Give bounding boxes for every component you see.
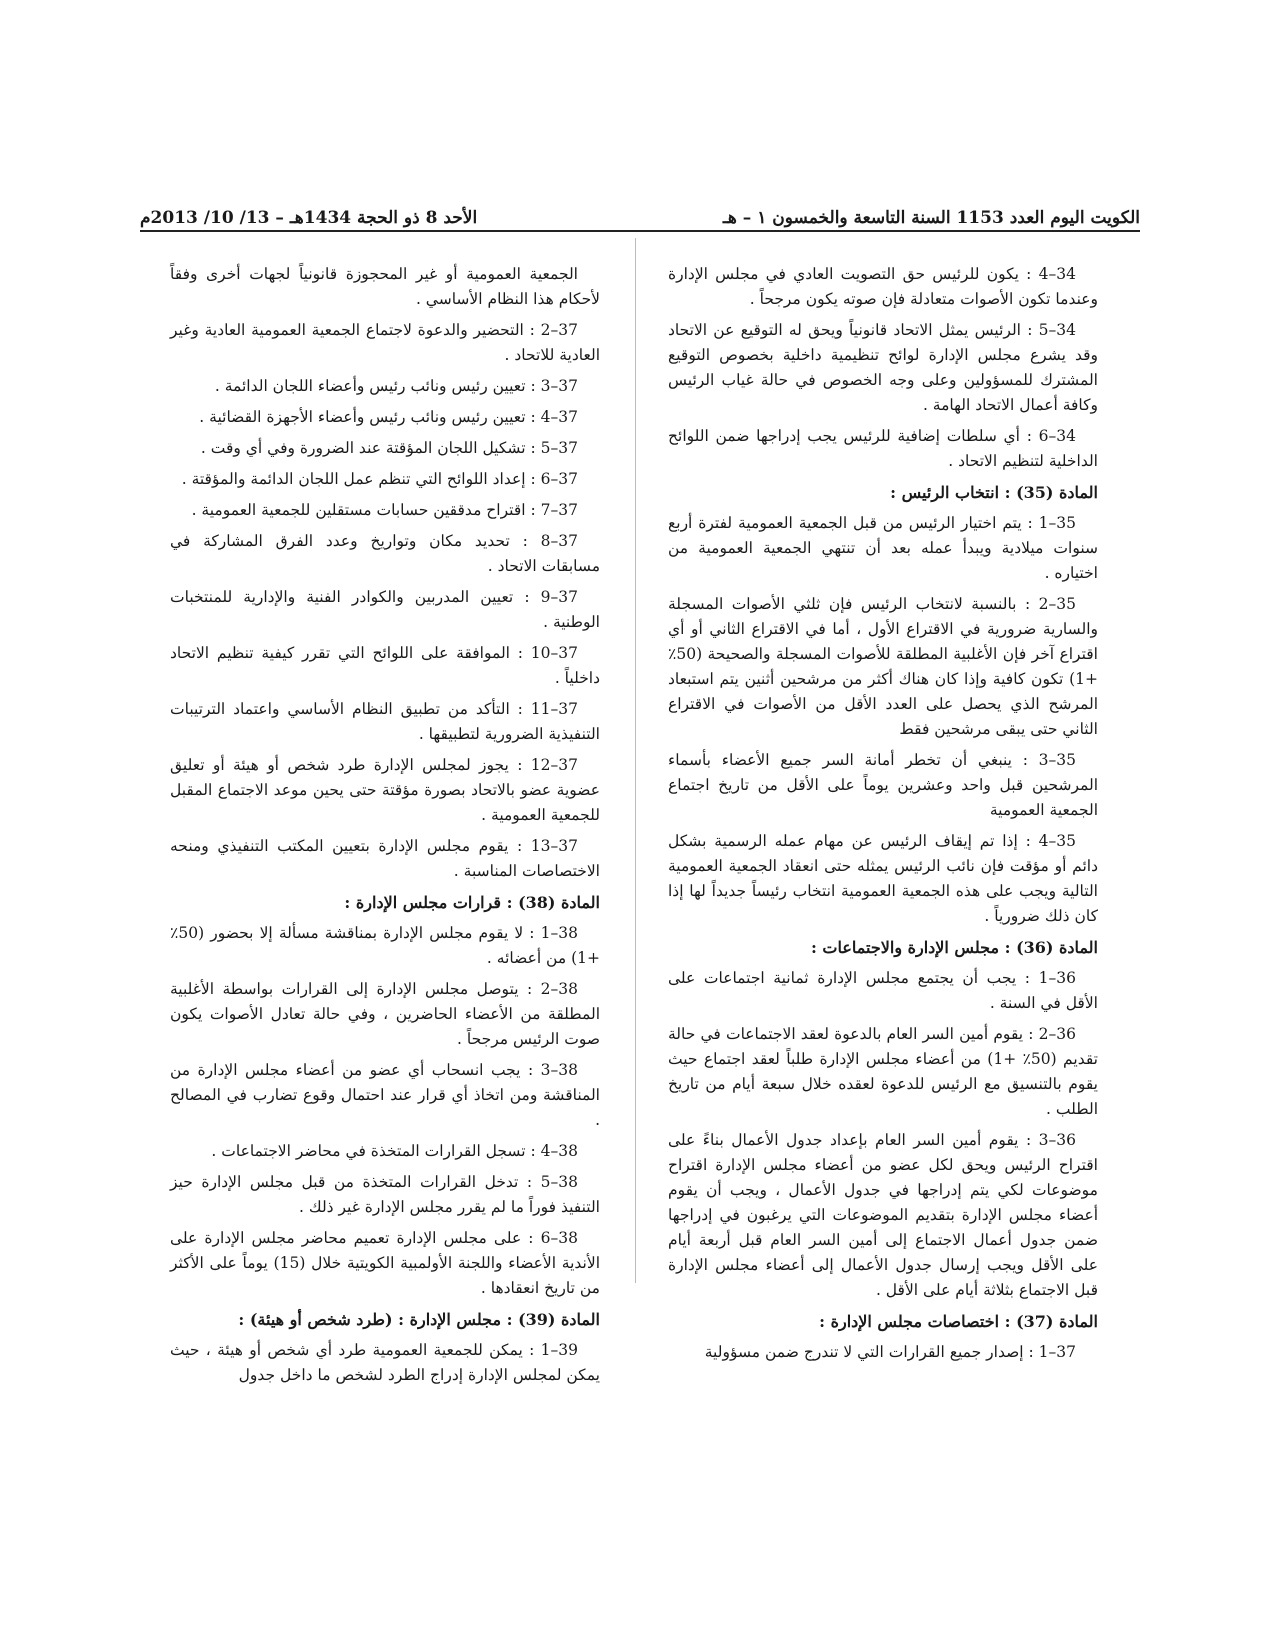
article-heading: المادة (35) : انتخاب الرئيس : [890,483,1098,502]
clause-paragraph: 37–6 : إعداد اللوائح التي تنظم عمل اللجان الدائمة والمؤقتة . [181,470,578,488]
clause-paragraph: 37–11 : التأكد من تطبيق النظام الأساسي واعتماد الترتيبات التنفيذية الضرورية لتطبيقها . [170,700,600,743]
clause-paragraph: 38–2 : يتوصل مجلس الإدارة إلى القرارات بواسطة الأغلبية المطلقة من الأعضاء الحاضرين ، وفي حالة تعادل الأصوات يكون صوت الرئيس مرجحاً . [170,980,600,1048]
article-heading: المادة (38) : قرارات مجلس الإدارة : [344,893,600,912]
clause-paragraph: 37–10 : الموافقة على اللوائح التي تقرر كيفية تنظيم الاتحاد داخلياً . [170,644,600,687]
clause-paragraph: 34–5 : الرئيس يمثل الاتحاد قانونياً ويحق له التوقيع عن الاتحاد وقد يشرع مجلس الإدارة لوائح تنظيمية داخلية بخصوص التوقيع المشترك للمسؤولين وعلى وجه الخصوص في حالة غياب الرئيس وكافة أعمال الاتحاد الهامة . [668,321,1098,414]
clause-paragraph: 39–1 : يمكن للجمعية العمومية طرد أي شخص أو هيئة ، حيث يمكن لمجلس الإدارة إدراج الطرد لشخص ما داخل جدول [170,1341,600,1384]
article-heading: المادة (37) : اختصاصات مجلس الإدارة : [819,1312,1098,1331]
clause-paragraph: 34–6 : أي سلطات إضافية للرئيس يجب إدراجها ضمن اللوائح الداخلية لتنظيم الاتحاد . [668,427,1098,470]
article-heading: المادة (36) : مجلس الإدارة والاجتماعات : [810,938,1098,957]
clause-paragraph: 34–4 : يكون للرئيس حق التصويت العادي في مجلس الإدارة وعندما تكون الأصوات متعادلة فإن صوته يكون مرجحاً . [668,265,1098,308]
clause-paragraph: الجمعية العمومية أو غير المحجوزة قانونياً لجهات أخرى وفقاً لأحكام هذا النظام الأساسي . [170,265,600,308]
clause-paragraph: 38–3 : يجب انسحاب أي عضو من أعضاء مجلس الإدارة من المناقشة ومن اتخاذ أي قرار عند احتمال وقوع تضارب في المصالح . [170,1061,600,1129]
clause-paragraph: 37–7 : اقتراح مدققين حسابات مستقلين للجمعية العمومية . [191,501,578,519]
clause-paragraph: 37–9 : تعيين المدربين والكوادر الفنية والإدارية للمنتخبات الوطنية . [170,588,600,631]
clause-paragraph: 37–2 : التحضير والدعوة لاجتماع الجمعية العمومية العادية وغير العادية للاتحاد . [170,321,600,364]
clause-paragraph: 36–1 : يجب أن يجتمع مجلس الإدارة ثمانية اجتماعات على الأقل في السنة . [668,969,1098,1012]
clause-paragraph: 35–2 : بالنسبة لانتخاب الرئيس فإن ثلثي الأصوات المسجلة والسارية ضرورية في الاقتراع الأول ، أما في الاقتراع الثاني أو أي اقتراع آخر فإن الأغلبية المطلقة للأصوات المسجلة والصحيحة (50٪ +1) تكون كافية وإذا كان هناك أكثر من مرشحين أثنين يتم استبعاد المرشح الذي يحصل على العدد الأقل من الأصوات في الاقتراع الثاني حتى يبقى مرشحين فقط [668,595,1098,738]
clause-paragraph: 36–3 : يقوم أمين السر العام بإعداد جدول الأعمال بناءً على اقتراح الرئيس ويحق لكل عضو من أعضاء مجلس الإدارة اقتراح موضوعات لكي يتم إدراجها في جدول الأعمال ، ويجب أن يقوم أعضاء مجلس الإدارة بتقديم الموضوعات التي يرغبون في إدراجها ضمن جدول أعمال الاجتماع إلى أمين السر العام قبل أربعة أيام على الأقل ويجب إرسال جدول الأعمال إلى أعضاء مجلس الإدارة قبل الاجتماع بثلاثة أيام على الأقل . [668,1131,1098,1299]
article-heading: المادة (39) : مجلس الإدارة : (طرد شخص أو هيئة) : [238,1310,600,1329]
clause-paragraph: 37–12 : يجوز لمجلس الإدارة طرد شخص أو هيئة أو تعليق عضوية عضو بالاتحاد بصورة مؤقتة حتى يحين موعد الاجتماع المقبل للجمعية العمومية . [170,756,600,824]
clause-paragraph: 38–1 : لا يقوم مجلس الإدارة بمناقشة مسألة إلا بحضور (50٪ +1) من أعضائه . [170,924,600,967]
clause-paragraph: 38–6 : على مجلس الإدارة تعميم محاضر مجلس الإدارة على الأندية الأعضاء واللجنة الأولمبية الكويتية خلال (15) يوماً على الأكثر من تاريخ انعقادها . [170,1229,600,1297]
header-date: الأحد 8 ذو الحجة 1434هـ – 13/ 10/ 2013م [140,208,478,228]
clause-paragraph: 35–4 : إذا تم إيقاف الرئيس عن مهام عمله الرسمية بشكل دائم أو مؤقت فإن نائب الرئيس يمثله حتى انعقاد الجمعية العمومية التالية ويجب على هذه الجمعية العمومية انتخاب رئيساً جديداً لها إذا كان ذلك ضرورياً . [668,832,1098,925]
clause-paragraph: 37–5 : تشكيل اللجان المؤقتة عند الضرورة وفي أي وقت . [200,439,578,457]
clause-paragraph: 38–4 : تسجل القرارات المتخذة في محاضر الاجتماعات . [211,1142,578,1160]
right-column [668,262,1098,1371]
header-issue-info: الكويت اليوم العدد 1153 السنة التاسعة والخمسون ١ – هـ [722,208,1140,228]
clause-paragraph: 35–3 : ينبغي أن تخطر أمانة السر جميع الأعضاء بأسماء المرشحين قبل واحد وعشرين يوماً على الأقل من تاريخ اجتماع الجمعية العمومية [668,751,1098,819]
clause-paragraph: 37–13 : يقوم مجلس الإدارة بتعيين المكتب التنفيذي ومنحه الاختصاصات المناسبة . [170,837,600,880]
left-column [170,262,600,1394]
clause-paragraph: 38–5 : تدخل القرارات المتخذة من قبل مجلس الإدارة حيز التنفيذ فوراً ما لم يقرر مجلس الإدارة غير ذلك . [170,1173,600,1216]
clause-paragraph: 35–1 : يتم اختيار الرئيس من قبل الجمعية العمومية لفترة أربع سنوات ميلادية ويبدأ عمله بعد أن تنتهي الجمعية العمومية من اختياره . [668,514,1098,582]
clause-paragraph: 37–4 : تعيين رئيس ونائب رئيس وأعضاء الأجهزة القضائية . [199,408,578,426]
clause-paragraph: 37–3 : تعيين رئيس ونائب رئيس وأعضاء اللجان الدائمة . [214,377,578,395]
page-header [140,208,1140,232]
column-divider [635,238,636,1283]
clause-paragraph: 36–2 : يقوم أمين السر العام بالدعوة لعقد الاجتماعات في حالة تقديم (50٪ +1) من أعضاء مجلس الإدارة طلباً لعقد اجتماع حيث يقوم بالتنسيق مع الرئيس للدعوة لعقده خلال سبعة أيام من تاريخ الطلب . [668,1025,1098,1118]
clause-paragraph: 37–8 : تحديد مكان وتواريخ وعدد الفرق المشاركة في مسابقات الاتحاد . [170,532,600,575]
clause-paragraph: 37–1 : إصدار جميع القرارات التي لا تندرج ضمن مسؤولية [704,1343,1076,1361]
